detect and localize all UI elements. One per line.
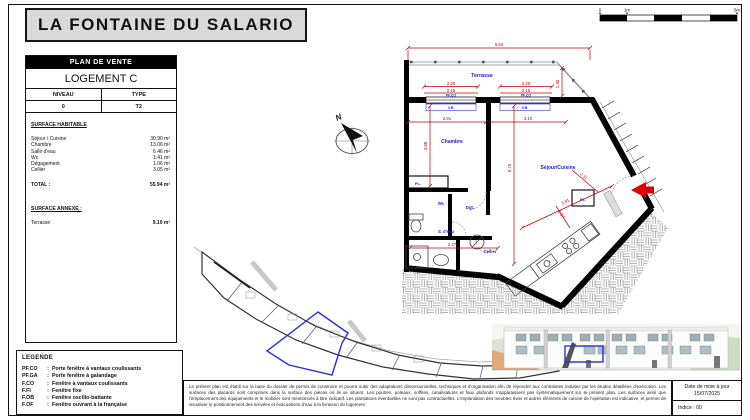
project-title: LA FONTAINE DU SALARIO	[25, 8, 307, 42]
toilet-icon	[411, 220, 421, 232]
dim-chambre-w: 2.91	[442, 115, 452, 121]
dim-sejour-h: 5.79	[507, 163, 512, 173]
room-area: 1.41 m²	[153, 154, 170, 161]
legend-colon: :	[47, 366, 49, 372]
dim-terrace-left: 2.20	[446, 80, 456, 86]
label-vr-right: V.R.	[521, 106, 529, 110]
type-label: TYPE	[131, 91, 146, 98]
surface-total-row	[31, 182, 170, 188]
label-sejour: Séjour/Cuisine	[540, 165, 576, 171]
legend-code: F.OF	[22, 402, 34, 409]
indice-cell: Indice : 00	[678, 405, 702, 412]
room-area: 9.10 m²	[152, 220, 170, 227]
legend-row	[22, 366, 182, 373]
room-area: 30.90 m²	[150, 136, 170, 142]
north-compass	[334, 112, 370, 155]
label-vr-left: V.R.	[447, 106, 455, 110]
room-area: 13.06 m²	[150, 142, 170, 149]
dim-top: 6.63	[494, 42, 504, 47]
label-dgt: Dgt.	[465, 205, 475, 210]
legend-code: PF.GA	[22, 373, 38, 380]
dim-terrace-v: 1.30	[555, 79, 560, 89]
room-name: Terrasse	[31, 220, 51, 227]
room-name: Cellier	[31, 167, 46, 174]
dim-chambre-h: 3.88	[423, 141, 428, 151]
legend-desc: Fenêtre ouvrant à la française	[52, 402, 128, 409]
legend-code: F.OB	[22, 395, 35, 402]
closet-chambre	[406, 176, 448, 188]
legend-code: F.CO	[22, 380, 35, 387]
label-terrasse: Terrasse	[471, 73, 493, 79]
legend-desc: Fenêtre à vantaux coulissants	[52, 380, 128, 387]
legend-colon: :	[47, 380, 49, 387]
plan-de-vente-header: PLAN DE VENTE	[26, 56, 176, 69]
label-chambre: Chambre	[441, 139, 463, 145]
legend-row	[22, 402, 182, 409]
scale-five-m: 5m	[733, 7, 741, 13]
niveau-label: NIVEAU	[26, 89, 102, 100]
annexe-row	[31, 220, 170, 226]
disclaimer-text: Le présent plan est établi sur la base du dossier de permis de construire et pourra subir des adaptations dimensionnelles, techniques et d'organisation afin de répondre aux contraintes induites par les études détaillées d'exécution. Les surfaces des placards sont comprises dans la surface des pièces où ils se situent. Les poutres, poteaux, soffites, canalisations et faux plafonds n'apparaissent pas systématiquement sur le présent plan. Les surfaces ainsi que l'emplacement des équipements et le mobilier sont mentionnés à titre indicatif. Les plantations éventuelles ne sont pas contractuelles. L'implantation des meubles évier et autres éléments de cuisine de l'opération est indicative, et permet de visualiser le positionnement des arrivées et évacuations d'eau à la livraison du logement.	[189, 383, 666, 408]
room-name: Salle d'eau	[31, 148, 56, 155]
date-box	[672, 380, 742, 416]
stove-icon	[562, 242, 569, 249]
label-sdeau: S. d'eau	[438, 229, 454, 234]
room-area: 1.06 m²	[153, 161, 170, 168]
surface-row	[31, 167, 170, 173]
room-name: Séjour / Cuisine	[31, 136, 67, 142]
niveau-type-values	[26, 101, 176, 113]
room-area: 3.05 m²	[153, 167, 170, 174]
surface-habitable-title: SURFACE HABITABLE	[31, 122, 87, 128]
niveau-type-header	[26, 89, 176, 101]
legend-desc: Fenêtre fixe	[52, 387, 82, 394]
room-area: 6.46 m²	[153, 148, 170, 155]
elevation-graphic	[492, 324, 740, 370]
legend-row	[22, 395, 182, 402]
room-name: Chambre	[31, 142, 52, 149]
legend-title: LEGENDE	[22, 355, 54, 361]
room-name: Wc	[31, 154, 39, 161]
legend-colon: :	[47, 395, 49, 402]
label-pl-left: PL.	[414, 181, 422, 186]
dim-sejour-w: 3.10	[523, 115, 533, 121]
legend-box	[16, 350, 183, 415]
label-wc: Wc	[437, 201, 445, 206]
north-label: N	[334, 112, 344, 123]
legend-desc: Fenêtre oscillo-battante	[52, 395, 112, 402]
dim-diag-b: 2.11	[579, 171, 589, 181]
dim-terrace-left-2: 2.15	[446, 87, 456, 93]
legend-colon: :	[47, 373, 49, 380]
total-label: TOTAL :	[31, 181, 51, 188]
label-pl-entry: PL.	[579, 197, 587, 202]
legend-row	[22, 373, 182, 380]
date-label: Date de mise à jour	[684, 384, 730, 391]
legend-colon: :	[47, 402, 49, 409]
legend-row	[22, 388, 182, 395]
terrace-railing	[406, 61, 593, 102]
dim-terrace-right: 2.20	[521, 80, 531, 86]
room-name: Dégagement	[31, 161, 60, 168]
dim-terrace-right-2: 2.15	[521, 87, 531, 93]
legend-desc: Porte fenêtre à galandage	[52, 373, 117, 380]
toilet-icon	[409, 214, 423, 220]
notes-box	[183, 380, 672, 416]
surface-annexe-title: SURFACE ANNEXE :	[31, 206, 82, 213]
legend-desc: Porte fenêtre à vantaux coulissants	[52, 366, 142, 372]
info-table	[25, 55, 177, 343]
scale-bar-graphic	[599, 8, 741, 21]
dim-sdeau-w: 2.27	[447, 241, 457, 247]
surface-section	[26, 113, 176, 226]
entry-landing	[604, 191, 622, 217]
scale-one-m: 1m	[623, 7, 631, 13]
label-pfco-left: PF.CO	[446, 93, 456, 98]
date-value: 15/07/2025	[694, 391, 720, 398]
scale-zero: 0	[598, 7, 602, 13]
label-pfco-right: PF.CO	[521, 93, 531, 98]
legend-colon: :	[47, 387, 49, 394]
legend-row	[22, 381, 182, 388]
logement-title: LOGEMENT C	[26, 69, 176, 89]
legend-code: PF.CO	[22, 366, 38, 372]
building-elevation	[490, 315, 742, 375]
niveau-value: 0	[26, 101, 102, 112]
date-cell	[673, 381, 741, 401]
dim-diag-c: 1.07	[556, 209, 566, 220]
scale-bar	[596, 6, 742, 26]
label-cellier: Cellier	[483, 249, 497, 254]
type-value: T2	[135, 103, 142, 110]
door-arcs	[452, 176, 634, 253]
total-value: 55.94 m²	[149, 181, 170, 188]
dim-diag-a: 3.81	[560, 197, 571, 206]
legend-code: F.FI	[22, 387, 31, 394]
